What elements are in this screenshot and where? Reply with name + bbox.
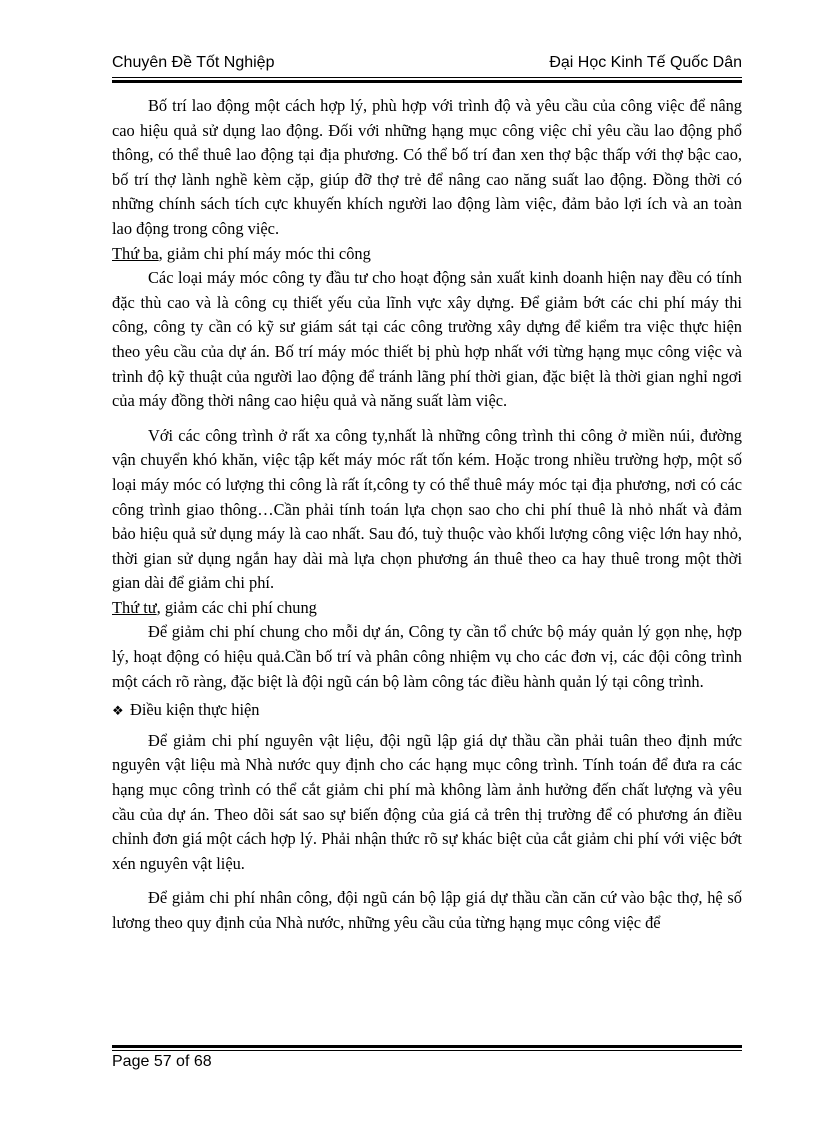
- paragraph-machinery-cost: Các loại máy móc công ty đầu tư cho hoạt động sản xuất kinh doanh hiện nay đều có tính đặc thù cao và là công cụ thiết yếu của lĩnh vực xây dựng. Để giảm bớt các chi phí máy thi công, công ty cần có kỹ sư giám sát tại các công trường xây dựng để kiểm tra việc thực hiện theo yêu cầu của dự án. Bố trí máy móc thiết bị phù hợp nhất với từng hạng mục công việc và trình độ kỹ thuật của người lao động để tránh lãng phí thời gian, đặc biệt là thời gian nghỉ ngơi của máy đồng thời nâng cao hiệu quả và năng suất làm việc.: [112, 268, 742, 411]
- paragraph-labor-cost: Để giảm chi phí nhân công, đội ngũ cán bộ lập giá dự thầu cần căn cứ vào bậc thợ, hệ số lương theo quy định của Nhà nước, những yêu cầu của từng hạng mục công việc để: [112, 888, 742, 932]
- page-body: [112, 94, 742, 936]
- paragraph-general-cost: Để giảm chi phí chung cho mỗi dự án, Công ty cần tổ chức bộ máy quản lý gọn nhẹ, hợp lý, hoạt động có hiệu quả.Cần bố trí và phân công nhiệm vụ cho các đơn vị, các đội công trình một cách rõ ràng, đặc biệt là đội ngũ cán bộ làm công tác điều hành quản lý tại công trình.: [112, 622, 742, 691]
- header-university-name: Đại Học Kinh Tế Quốc Dân: [549, 54, 742, 71]
- paragraph-material-cost: Để giảm chi phí nguyên vật liệu, đội ngũ lập giá dự thầu cần phải tuân theo định mức nguyên vật liệu mà Nhà nước quy định cho các hạng mục công trình. Tính toán để đưa ra các hạng mục công trình có thể cắt giảm chi phí mà không làm ảnh hưởng đến chất lượng và yêu cầu của dự án. Theo dõi sát sao sự biến động của giá cả trên thị trường để có phương án điều chỉnh đơn giá một cách hợp lý. Phải nhận thức rõ sự khác biệt của cắt giảm chi phí với việc bớt xén nguyên vật liệu.: [112, 730, 742, 873]
- bullet-heading-text: Điều kiện thực hiện: [130, 700, 260, 720]
- section-heading-fourth-text: , giảm các chi phí chung: [156, 597, 317, 617]
- section-heading-fourth-label: Thứ tư: [112, 597, 157, 617]
- section-heading-third-text: , giảm chi phí máy móc thi công: [158, 243, 371, 263]
- footer-rule-thick: [112, 1045, 742, 1048]
- page-number: Page 57 of 68: [112, 1053, 212, 1070]
- header-thesis-title: Chuyên Đề Tốt Nghiệp: [112, 54, 275, 71]
- header-rule-thick: [112, 80, 742, 83]
- paragraph-remote-projects: Với các công trình ở rất xa công ty,nhất là những công trình thi công ở miền núi, đường vận chuyển khó khăn, việc tập kết máy móc rất tốn kém. Hoặc trong nhiều trường hợp, một số loại máy móc có lượng thi công là rất ít,công ty có thể thuê máy móc tại địa phương, nơi có các công trình giao thông…Cần phải tính toán lựa chọn sao cho chi phí thuê là nhỏ nhất và đảm bảo hiệu quả sử dụng máy là cao nhất. Sau đó, tuỳ thuộc vào khối lượng công việc lớn hay nhỏ, thời gian sử dụng ngắn hay dài mà lựa chọn phương án thuê theo ca hay thuê trong một thời gian dài để giảm chi phí.: [112, 425, 742, 593]
- diamond-bullet-icon: ❖: [112, 704, 124, 720]
- paragraph-labor-allocation: Bố trí lao động một cách hợp lý, phù hợp với trình độ và yêu cầu của công việc để nâng cao hiệu quả sử dụng lao động. Đối với những hạng mục công việc chỉ yêu cầu lao động phổ thông, có thể thuê lao động tại địa phương. Có thể bố trí đan xen thợ bậc thấp với thợ bậc cao, bố trí thợ lành nghề kèm cặp, giúp đỡ thợ trẻ để nâng cao năng suất lao động. Đồng thời có những chính sách tích cực khuyến khích người lao động làm việc, đảm bảo lợi ích và an toàn lao động trong công việc.: [112, 96, 742, 238]
- section-heading-third-label: Thứ ba: [112, 243, 159, 263]
- header-rule-thin: [112, 77, 742, 78]
- section-heading-third: [112, 242, 742, 267]
- section-heading-fourth: [112, 596, 742, 621]
- bullet-heading-conditions: [112, 698, 742, 725]
- footer-rule-thin: [112, 1050, 742, 1051]
- page-header: [112, 50, 742, 76]
